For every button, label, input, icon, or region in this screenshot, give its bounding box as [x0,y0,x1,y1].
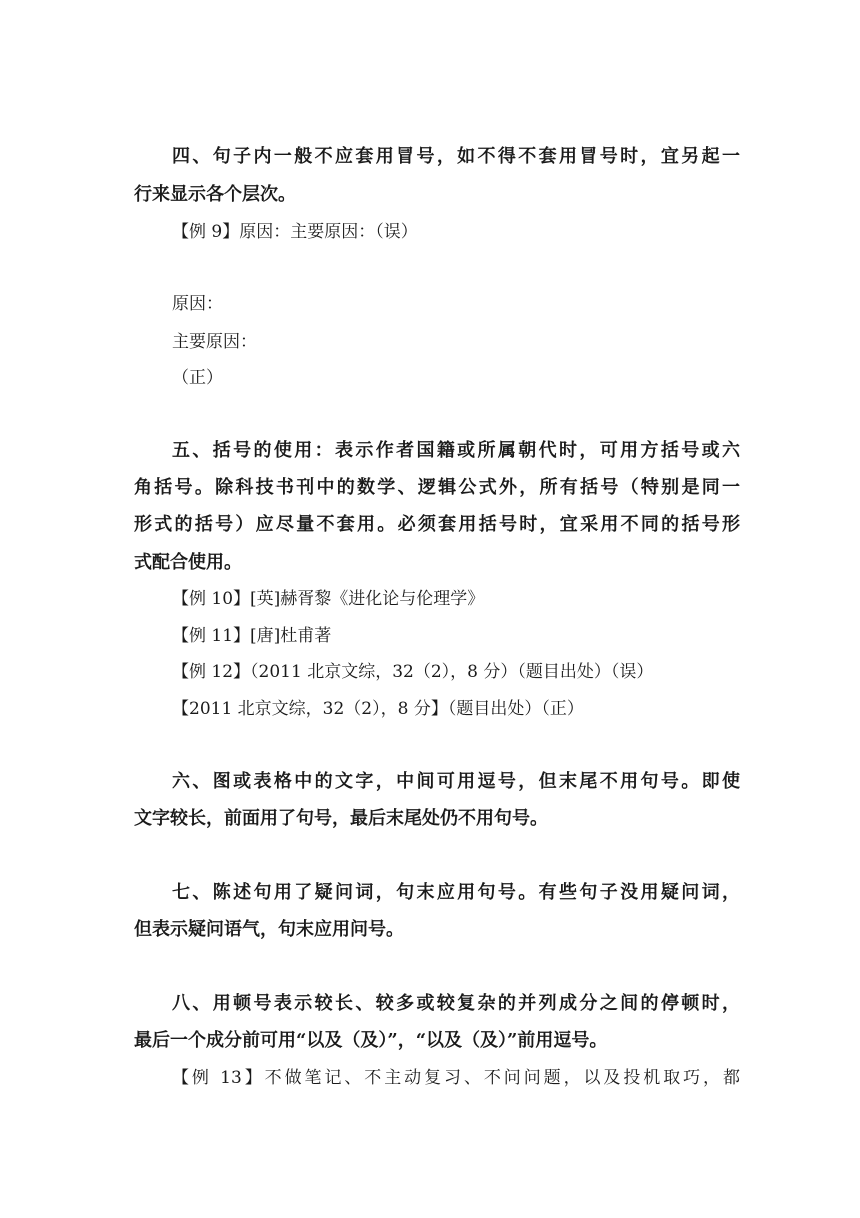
section-7-heading-line-2: 但表示疑问语气，句末应用问号。 [134,919,404,940]
example-10: 【例 10】[英]赫胥黎《进化论与伦理学》 [172,589,485,609]
section-5-heading-line-2: 角括号。除科技书刊中的数学、逻辑公式外，所有括号（特别是同一 [134,477,740,498]
section-7-heading-line-1: 七、陈述句用了疑问词，句末应用句号。有些句子没用疑问词， [172,882,740,903]
section-4-heading-line-2: 行来显示各个层次。 [134,184,296,205]
example-13: 【例 13】不做笔记、不主动复习、不问问题，以及投机取巧，都 [172,1068,740,1088]
section-8-heading-line-2: 最后一个成分前可用“以及（及）”，“以及（及）”前用逗号。 [134,1030,608,1051]
section-8-heading-line-1: 八、用顿号表示较长、较多或较复杂的并列成分之间的停顿时， [172,993,740,1014]
section-6-heading-line-2: 文字较长，前面用了句号，最后末尾处仍不用句号。 [134,808,548,829]
example-9: 【例 9】原因：主要原因：（误） [172,222,418,242]
section-4-heading-line-1: 四、句子内一般不应套用冒号，如不得不套用冒号时，宜另起一 [172,146,740,167]
example-11: 【例 11】[唐]杜甫著 [172,626,332,646]
section-6-heading-line-1: 六、图或表格中的文字，中间可用逗号，但末尾不用句号。即使 [172,771,740,792]
example-12-wrong: 【例 12】（2011 北京文综，32（2），8 分）（题目出处）（误） [172,662,654,682]
section-5-heading-line-1: 五、括号的使用：表示作者国籍或所属朝代时，可用方括号或六 [172,440,740,461]
example-9-correct-mark: （正） [172,368,223,388]
example-9-correct-line-1: 原因： [172,294,223,314]
section-5-heading-line-3: 形式的括号）应尽量不套用。必须套用括号时，宜采用不同的括号形 [134,514,740,535]
example-12-correct: 【2011 北京文综，32（2），8 分】（题目出处）（正） [172,699,584,719]
section-5-heading-line-4: 式配合使用。 [134,552,242,573]
example-9-correct-line-2: 主要原因： [172,332,257,352]
